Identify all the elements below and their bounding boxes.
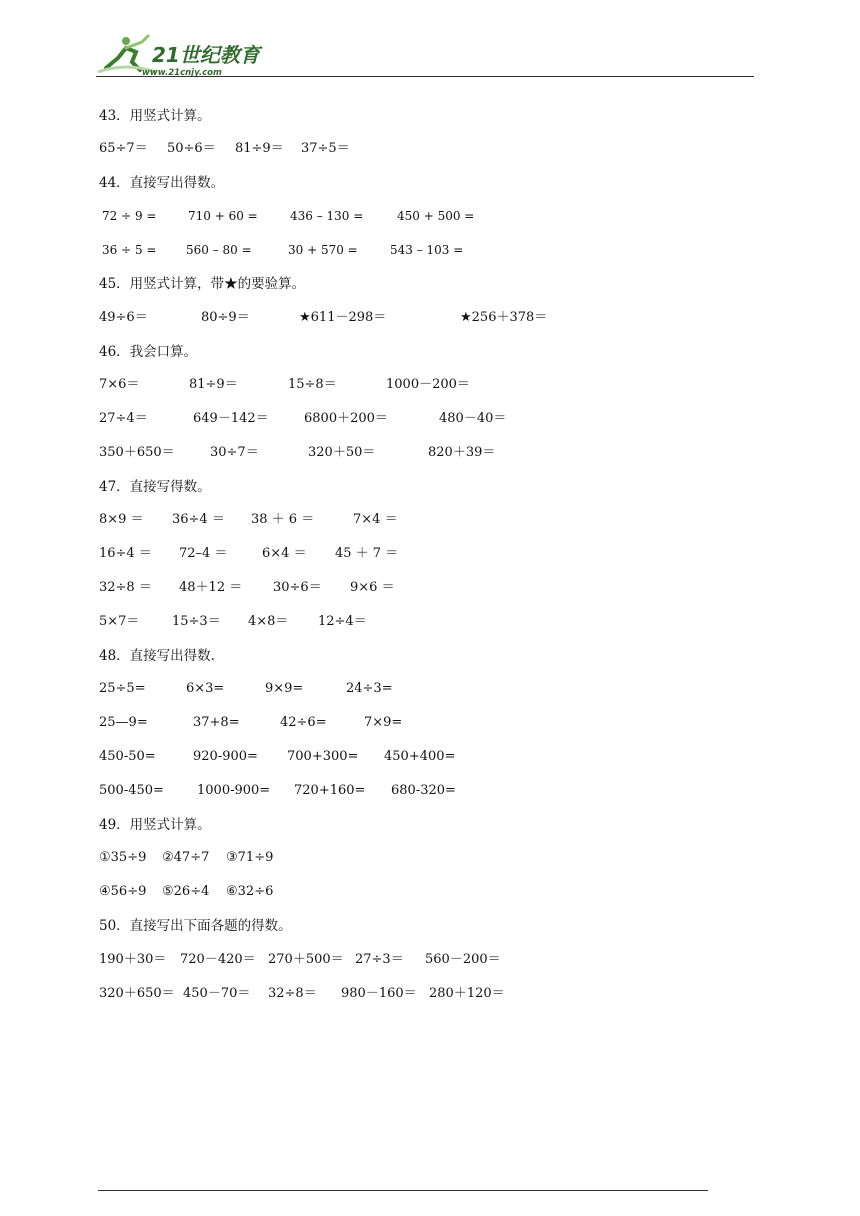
expression: ⑤26÷4 <box>162 884 210 899</box>
expression: 543 – 103 = <box>390 243 464 257</box>
expression: 4×8＝ <box>248 614 289 629</box>
expression: ④56÷9 <box>99 884 147 899</box>
question-46-title: 46．我会口算。 <box>99 344 198 360</box>
expression: 720+160= <box>294 783 366 798</box>
expression: 27÷4＝ <box>99 411 148 426</box>
expression: ③71÷9 <box>226 850 274 865</box>
expression: 25÷5= <box>99 681 146 696</box>
expression: 1000-900= <box>197 783 271 798</box>
expression: 12÷4＝ <box>318 614 367 629</box>
page-header <box>96 28 756 78</box>
expression: 45 ＋ 7 ＝ <box>335 546 399 561</box>
logo-runner-head <box>122 37 130 45</box>
expression: 649－142＝ <box>193 411 269 426</box>
expression: 50÷6＝ <box>167 141 216 156</box>
expression: 36÷4 ＝ <box>172 512 225 527</box>
expression: 32÷8＝ <box>268 986 317 1001</box>
expression: 37+8= <box>193 715 240 730</box>
expression: 6×4 ＝ <box>262 546 307 561</box>
expression: 48＋12 ＝ <box>179 580 243 595</box>
header-divider <box>96 76 754 77</box>
expression: 15÷8＝ <box>288 377 337 392</box>
question-44-title: 44．直接写出得数。 <box>99 175 225 191</box>
logo-url-text: www.21cnjy.com <box>142 68 222 78</box>
expression: 920-900= <box>193 749 258 764</box>
question-50-title: 50．直接写出下面各题的得数。 <box>99 918 292 934</box>
logo-main-text: 21世纪教育 <box>152 43 260 67</box>
expression: 27÷3＝ <box>355 952 404 967</box>
expression: 500-450= <box>99 783 164 798</box>
expression: 49÷6＝ <box>99 310 148 325</box>
expression: 30 + 570 = <box>288 243 358 257</box>
expression: 15÷3＝ <box>172 614 221 629</box>
expression: 32÷8 ＝ <box>99 580 152 595</box>
question-43-title: 43．用竖式计算。 <box>99 108 211 124</box>
expression: 450－70＝ <box>183 986 251 1001</box>
expression: 280＋120＝ <box>429 986 505 1001</box>
expression: 7×6＝ <box>99 377 140 392</box>
expression: 450+400= <box>384 749 456 764</box>
expression: 320＋50＝ <box>308 445 376 460</box>
expression: 560 – 80 = <box>186 243 252 257</box>
expression: 1000－200＝ <box>386 377 470 392</box>
expression: 81÷9＝ <box>189 377 238 392</box>
expression: 270＋500＝ <box>268 952 344 967</box>
expression: 436 – 130 = <box>290 209 364 223</box>
expression: 30÷6＝ <box>273 580 322 595</box>
expression: 25—9= <box>99 715 148 730</box>
expression: ②47÷7 <box>162 850 210 865</box>
expression: 37÷5＝ <box>301 141 350 156</box>
expression: 680-320= <box>391 783 456 798</box>
question-45-title: 45．用竖式计算，带★的要验算。 <box>99 276 306 292</box>
expression: 350＋650＝ <box>99 445 175 460</box>
expression: 6×3= <box>186 681 225 696</box>
expression: 320＋650＝ <box>99 986 175 1001</box>
expression: 560－200＝ <box>425 952 501 967</box>
expression: 480－40＝ <box>439 411 507 426</box>
expression: 72–4 ＝ <box>179 546 228 561</box>
expression: ★256＋378＝ <box>460 310 548 325</box>
expression: 9×6 ＝ <box>350 580 395 595</box>
expression: 7×9= <box>364 715 403 730</box>
expression: 42÷6= <box>280 715 327 730</box>
expression: 65÷7＝ <box>99 141 148 156</box>
expression: 30÷7＝ <box>210 445 259 460</box>
expression: 450 + 500 = <box>397 209 475 223</box>
expression: 38 ＋ 6 ＝ <box>251 512 315 527</box>
expression: 190＋30＝ <box>99 952 167 967</box>
expression: 820＋39＝ <box>428 445 496 460</box>
expression: 36 ÷ 5 = <box>102 243 157 257</box>
expression: ★611－298＝ <box>299 310 387 325</box>
footer-divider <box>98 1190 708 1191</box>
question-48-title: 48．直接写出得数. <box>99 648 215 664</box>
expression: 24÷3= <box>346 681 393 696</box>
expression: 72 ÷ 9 = <box>102 209 157 223</box>
expression: 6800＋200＝ <box>304 411 388 426</box>
expression: 16÷4 ＝ <box>99 546 152 561</box>
expression: 700+300= <box>287 749 359 764</box>
expression: 710 + 60 = <box>188 209 258 223</box>
expression: 80÷9＝ <box>201 310 250 325</box>
question-47-title: 47．直接写得数。 <box>99 479 211 495</box>
logo <box>96 32 266 78</box>
expression: 9×9= <box>265 681 304 696</box>
expression: 450-50= <box>99 749 156 764</box>
expression: 7×4 ＝ <box>353 512 398 527</box>
expression: ⑥32÷6 <box>226 884 274 899</box>
expression: ①35÷9 <box>99 850 147 865</box>
question-49-title: 49．用竖式计算。 <box>99 817 211 833</box>
expression: 8×9 ＝ <box>99 512 144 527</box>
expression: 5×7＝ <box>99 614 140 629</box>
expression: 980－160＝ <box>341 986 417 1001</box>
expression: 720－420＝ <box>180 952 256 967</box>
expression: 81÷9＝ <box>235 141 284 156</box>
